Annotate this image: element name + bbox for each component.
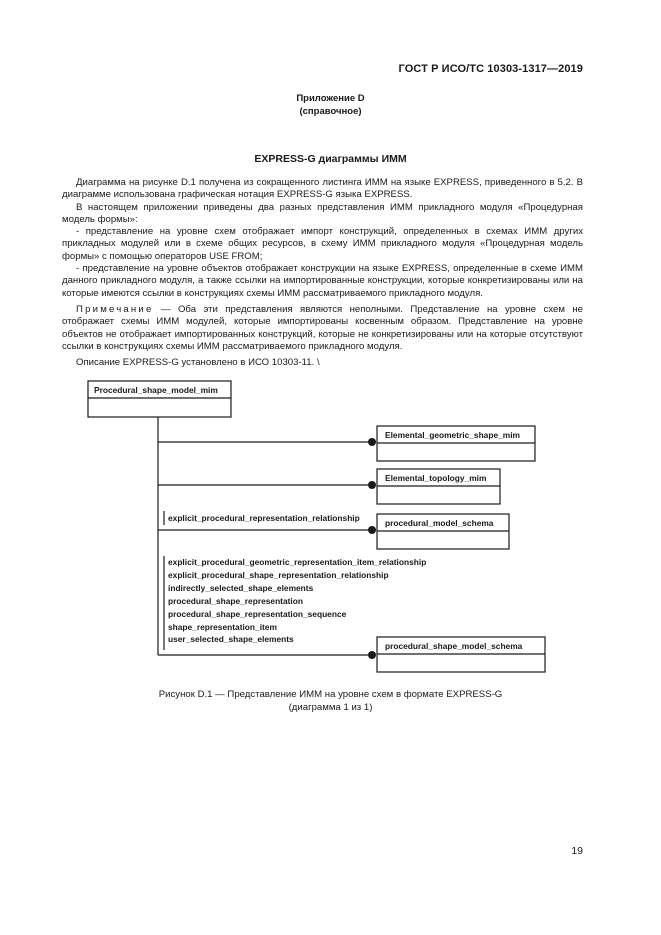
- reference-item: explicit_procedural_shape_representation_relationship: [168, 570, 389, 580]
- reference-item: shape_representation_item: [168, 622, 277, 632]
- note-text: — Оба эти представления являются неполными. Представление на уровне схем не отображает схемы ИММ модулей, которые импортированы косвенным образом. Представление на уровне объектов не отображает импортированных конструкций, которые не конкретизированы или на которые отсутствуют ссылки в конструкциях схемы ИММ рассматриваемого прикладного модуля.: [62, 304, 583, 352]
- connector-dot: [368, 481, 376, 489]
- caption-line: Рисунок D.1 — Представление ИММ на уровне схем в формате EXPRESS-G: [158, 689, 503, 700]
- paragraph: Диаграмма на рисунке D.1 получена из сокращенного листинга ИММ на языке EXPRESS, приведенного в 5.2. В диаграмме использована графическая нотация EXPRESS-G языка EXPRESS.: [62, 177, 583, 201]
- schema-label: procedural_shape_model_schema: [385, 641, 523, 651]
- connector-dot: [368, 438, 376, 446]
- reference-item: indirectly_selected_shape_elements: [168, 583, 314, 593]
- paragraph: - представление на уровне схем отображает импорт конструкций, определенных в схемах ИММ других прикладных модулей или в схеме общих ресурсов, в схему ИММ прикладного модуля «Процедурная модель формы» с помощью операторов USE FROM;: [62, 226, 583, 262]
- description: Описание EXPRESS-G установлено в ИСО 10303-11. \: [76, 357, 320, 368]
- reference-item: procedural_shape_representation_sequence: [168, 609, 347, 619]
- note-label: Примечание: [76, 304, 154, 315]
- section-title: EXPRESS-G диаграммы ИММ: [254, 153, 407, 165]
- reference-item: procedural_shape_representation: [168, 596, 303, 606]
- page-number: 19: [571, 845, 583, 857]
- paragraph: - представление на уровне объектов отображает конструкции на языке EXPRESS, определенные в схеме ИММ данного прикладного модуля, а также ссылки на импортированные конструкции, которые конкретизированы или на которые имеются ссылки в конструкциях схемы ИММ рассматриваемого прикладного модуля.: [62, 263, 583, 299]
- caption-line: (диаграмма 1 из 1): [288, 701, 373, 713]
- appendix-title: Приложение D: [296, 93, 365, 104]
- figure-caption: [0, 689, 661, 714]
- schema-label: procedural_model_schema: [385, 518, 494, 528]
- schema-label: Elemental_geometric_shape_mim: [385, 430, 520, 440]
- document-header: ГОСТ Р ИСО/ТС 10303-1317—2019: [398, 63, 583, 75]
- main-schema-label: Procedural_shape_model_mim: [94, 385, 218, 395]
- reference-label: explicit_procedural_representation_relationship: [168, 513, 360, 523]
- schema-label: Elemental_topology_mim: [385, 473, 487, 483]
- connector-dot: [368, 526, 376, 534]
- reference-item: user_selected_shape_elements: [168, 634, 294, 644]
- connector-dot: [368, 651, 376, 659]
- reference-item: explicit_procedural_geometric_representation_item_relationship: [168, 557, 427, 567]
- paragraph: В настоящем приложении приведены два разных представления ИММ прикладного модуля «Процедурная модель формы»:: [62, 201, 583, 225]
- appendix-subtitle: (справочное): [299, 106, 362, 117]
